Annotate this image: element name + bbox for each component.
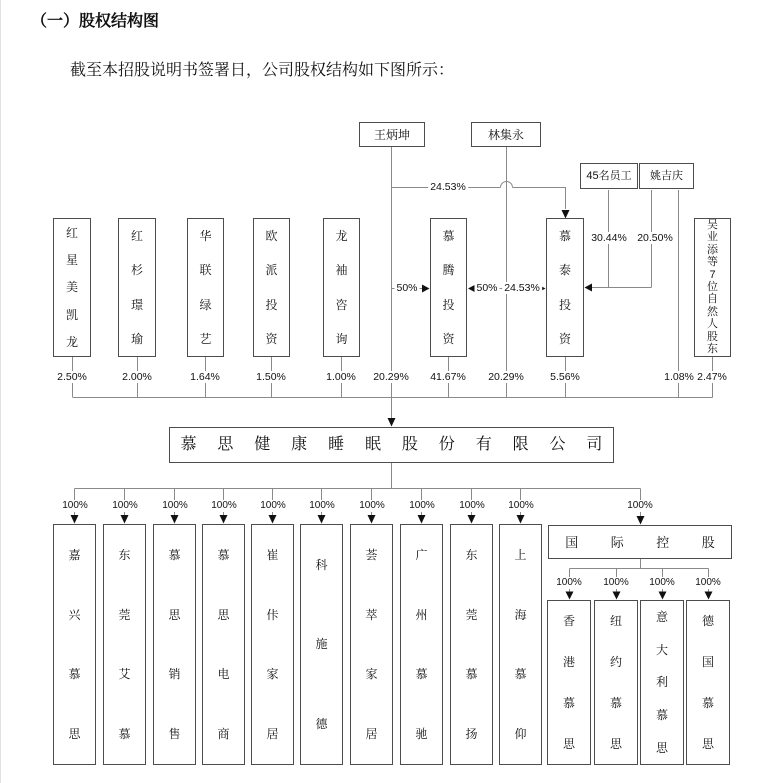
node-label: 龙 袖 咨 询	[335, 229, 348, 346]
pct-muteng: 41.67%	[430, 371, 466, 383]
node-sub-dongguan-aimu	[103, 524, 146, 765]
node-wuyetian-naturals	[694, 218, 731, 357]
node-longxiu-zixun	[323, 218, 360, 357]
node-label: 红 星 美 凯 龙	[65, 225, 78, 350]
node-lin-jiyong: 林集永	[471, 122, 541, 147]
node-yao-jiqing: 姚吉庆	[639, 163, 694, 189]
pct-intl-0: 100%	[556, 577, 582, 588]
node-sub-musi-xiaoshou	[153, 524, 196, 765]
node-intl-holding	[548, 525, 732, 559]
node-label: 东 莞 艾 慕	[118, 547, 131, 742]
pct-intl-3: 100%	[695, 577, 721, 588]
node-intl-hongkong-musi	[547, 600, 591, 765]
node-label: 吴 业 添 等 7 位 自 然 人 股 东	[707, 218, 718, 356]
node-sub-huicui-jiaju	[350, 524, 393, 765]
node-sub-guangzhou-muchi	[400, 524, 443, 765]
node-label: 广 州 慕 驰	[415, 547, 428, 742]
node-sub-dongguan-muyang	[450, 524, 493, 765]
node-hongxing-meikailong	[53, 218, 91, 357]
node-label: 慕 泰 投 资	[558, 229, 571, 346]
node-label: 慕 腾 投 资	[442, 229, 455, 346]
edge-label-wang-to-muteng: 50%	[396, 282, 418, 294]
node-label: 华 联 绿 艺	[199, 229, 212, 346]
pct-sub-7: 100%	[409, 500, 435, 511]
node-label: 科 施 德	[315, 557, 328, 732]
pct-wuyetian: 2.47%	[697, 371, 727, 383]
node-label: 德 国 慕 思	[701, 614, 714, 751]
pct-sub-5: 100%	[309, 500, 335, 511]
node-hongshan-jingyu	[118, 218, 156, 357]
node-muteng-touzi	[430, 218, 467, 357]
node-sub-musi-dianshang	[202, 524, 245, 765]
node-label: 意 大 利 慕 思	[655, 610, 668, 755]
node-oupai-touzi	[253, 218, 290, 357]
pct-sub-3: 100%	[211, 500, 237, 511]
node-sub-cuika-jiaju	[251, 524, 294, 765]
pct-sub-8: 100%	[459, 500, 485, 511]
node-intl-germany-musi	[686, 600, 730, 765]
node-45-employees: 45名员工	[580, 163, 638, 189]
pct-sub-2: 100%	[162, 500, 188, 511]
pct-intl: 100%	[627, 500, 653, 511]
node-label: 慕 思 电 商	[217, 547, 230, 742]
node-sub-keshide	[300, 524, 343, 765]
pct-intl-1: 100%	[603, 577, 629, 588]
pct-intl-2: 100%	[649, 577, 675, 588]
node-label: 上 海 慕 仰	[514, 547, 527, 742]
node-label: 纽 约 慕 思	[609, 614, 622, 751]
node-hualian-lvyi	[187, 218, 224, 357]
pct-wang: 20.29%	[373, 371, 409, 383]
node-wang-bingkun: 王炳坤	[359, 122, 425, 147]
edge-label-emp-to-mutai: 30.44%	[591, 232, 627, 244]
pct-hongxing: 2.50%	[57, 371, 87, 383]
pct-sub-9: 100%	[508, 500, 534, 511]
pct-sub-6: 100%	[359, 500, 385, 511]
pct-sub-1: 100%	[112, 500, 138, 511]
node-label: 崔 佧 家 居	[266, 547, 279, 742]
node-label: 欧 派 投 资	[265, 229, 278, 346]
node-label: 国 际 控 股	[565, 534, 715, 550]
node-label: 慕 思 销 售	[168, 547, 181, 742]
pct-hualian: 1.64%	[190, 371, 220, 383]
node-label: 香 港 慕 思	[562, 614, 575, 751]
pct-lin: 20.29%	[488, 371, 524, 383]
pct-oupai: 1.50%	[256, 371, 286, 383]
edge-label-lin-to-mutai: 24.53%	[504, 282, 540, 294]
node-intl-newyork-musi	[594, 600, 638, 765]
intro-text: 截至本招股说明书签署日，公司股权结构如下图所示：	[70, 62, 455, 79]
node-sub-shanghai-muyang	[499, 524, 542, 765]
pct-sub-4: 100%	[260, 500, 286, 511]
node-label: 东 莞 慕 扬	[465, 547, 478, 742]
node-intl-italy-musi	[640, 600, 684, 765]
pct-hongshan: 2.00%	[122, 371, 152, 383]
pct-sub-0: 100%	[62, 500, 88, 511]
edge-label-yao-to-mutai: 20.50%	[637, 232, 673, 244]
node-company	[169, 427, 614, 463]
edge-label-lin-to-muteng: 50%	[476, 282, 498, 294]
node-label: 嘉 兴 慕 思	[68, 547, 81, 742]
pct-longxiu: 1.00%	[326, 371, 356, 383]
node-mutai-touzi	[546, 218, 584, 357]
node-label: 红 杉 璟 瑜	[130, 229, 143, 346]
company-name: 慕 思 健 康 睡 眠 股 份 有 限 公 司	[180, 436, 603, 453]
pct-yao-direct: 1.08%	[664, 371, 694, 383]
edge-label-wang-to-mutai: 24.53%	[430, 181, 466, 193]
section-title: （一）股权结构图	[31, 13, 160, 30]
node-sub-jiaxing-musi	[53, 524, 96, 765]
node-label: 荟 萃 家 居	[365, 547, 378, 742]
pct-mutai: 5.56%	[550, 371, 580, 383]
